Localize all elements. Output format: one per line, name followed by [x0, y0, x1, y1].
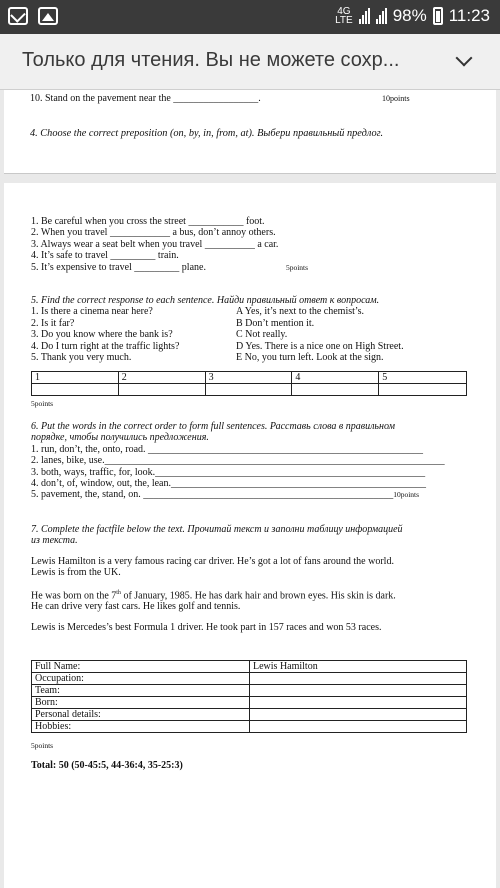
q6-title-cont: порядке, чтобы получились предложения.	[31, 432, 209, 444]
battery-percent: 98%	[392, 6, 427, 25]
q6-item: 3. both, ways, traffic, for, look.______________________________________________________	[31, 466, 426, 478]
q5-answer: B Don’t mention it.	[236, 317, 315, 329]
q6-item: 1. run, don’t, the, onto, road. _______________________________________________________	[31, 443, 424, 455]
network-type: 4G LTE	[335, 6, 353, 26]
q4-points: 5points	[285, 262, 309, 272]
q5-answer-cell[interactable]	[205, 384, 292, 396]
factfile-value[interactable]	[250, 673, 467, 685]
image-notification-icon	[38, 7, 58, 25]
q5-answer-cell[interactable]	[292, 384, 379, 396]
q5-table-header: 3	[205, 372, 292, 384]
factfile-value[interactable]	[250, 709, 467, 721]
q6-item: 5. pavement, the, stand, on. __________________________________________________	[31, 489, 394, 501]
signal-icon	[359, 8, 370, 24]
q7-paragraph: Lewis is Mercedes’s best Formula 1 driver. He took part in 157 races and won 53 races.	[31, 621, 382, 633]
q7-paragraph: He was born on the 7th of January, 1985. He has dark hair and brown eyes. His skin is dark.	[31, 589, 396, 601]
q7-points: 5points	[31, 741, 54, 750]
battery-icon	[433, 7, 443, 25]
factfile-label: Full Name:	[32, 661, 250, 673]
total-score: Total: 50 (50-45:5, 44-36:4, 35-25:3)	[31, 760, 183, 771]
q5-question: 2. Is it far?	[31, 317, 75, 329]
factfile-label: Occupation:	[32, 673, 250, 685]
q5-answer-table	[31, 371, 467, 396]
q5-answer: A Yes, it’s next to the chemist’s.	[236, 306, 365, 318]
q7-block	[31, 524, 403, 633]
q4-item: 1. Be careful when you cross the street ___________ foot.	[31, 216, 265, 227]
q4-item: 2. When you travel ____________ a bus, don’t annoy others.	[31, 227, 276, 239]
q5-answer: D Yes. There is a nice one on High Street.	[236, 340, 404, 352]
q7-title-cont: из текста.	[31, 535, 78, 547]
q4-title: 4. Choose the correct preposition (on, by, in, from, at). Выбери правильный предлог.	[30, 128, 384, 139]
q7-title: 7. Complete the factfile below the text. Прочитай текст и заполни таблицу информацией	[31, 524, 403, 535]
q3-item-10: 10. Stand on the pavement near the _________________.	[30, 93, 261, 104]
q7-paragraph: He can drive very fast cars. He likes golf and tennis.	[31, 601, 241, 613]
q4-items	[31, 216, 308, 273]
q6-item: 2. lanes, bike, use.____________________________________________________________________	[31, 455, 445, 467]
factfile-label: Team:	[32, 685, 250, 697]
chevron-down-icon[interactable]	[456, 50, 473, 67]
document-page-2	[4, 183, 496, 888]
q5-table-header: 5	[379, 372, 467, 384]
factfile-value[interactable]: Lewis Hamilton	[250, 661, 467, 673]
q5-points: 5points	[31, 399, 54, 408]
q3-points: 10points	[382, 94, 410, 103]
q5-answer-cell[interactable]	[32, 384, 119, 396]
clock: 11:23	[448, 6, 490, 25]
q5-table-header: 2	[118, 372, 205, 384]
q6-points: 10points	[393, 490, 420, 500]
q5-table-header: 4	[292, 372, 379, 384]
q5-answer: C Not really.	[236, 329, 288, 341]
q6-title: 6. Put the words in the correct order to form full sentences. Расставь слова в правильном	[31, 421, 395, 432]
download-notification-icon	[8, 7, 28, 25]
status-bar	[0, 0, 500, 34]
factfile-label: Born:	[32, 697, 250, 709]
factfile-value[interactable]	[250, 685, 467, 697]
app-bar	[0, 34, 500, 90]
q5-answer-cell[interactable]	[379, 384, 467, 396]
factfile-value[interactable]	[250, 697, 467, 709]
q5-question: 3. Do you know where the bank is?	[31, 329, 173, 341]
document-page-1	[4, 90, 496, 174]
q4-item: 3. Always wear a seat belt when you travel __________ a car.	[31, 238, 279, 250]
q4-item: 5. It’s expensive to travel _________ plane.	[31, 261, 206, 273]
factfile-label: Personal details:	[32, 709, 250, 721]
q5-table-header: 1	[32, 372, 119, 384]
factfile-table	[31, 660, 467, 733]
q5-question: 4. Do I turn right at the traffic lights?	[31, 340, 180, 352]
factfile-value[interactable]	[250, 721, 467, 733]
q6-block	[31, 421, 445, 501]
factfile-label: Hobbies:	[32, 721, 250, 733]
q5-block	[31, 295, 404, 363]
q5-question: 1. Is there a cinema near here?	[31, 306, 153, 318]
signal-2-icon	[376, 8, 387, 24]
q7-paragraph: Lewis Hamilton is a very famous racing car driver. He’s got a lot of fans around the world.	[31, 555, 394, 567]
q6-item: 4. don’t, of, window, out, the, lean.___________________________________________________	[31, 478, 426, 490]
q5-title: 5. Find the correct response to each sentence. Найди правильный ответ к вопросам.	[31, 295, 380, 306]
read-only-banner: Только для чтения. Вы не можете сохр...	[22, 49, 400, 71]
q7-paragraph: Lewis is from the UK.	[31, 567, 121, 579]
q5-answer: E No, you turn left. Look at the sign.	[236, 352, 384, 364]
q5-question: 5. Thank you very much.	[31, 352, 132, 364]
q4-item: 4. It’s safe to travel _________ train.	[31, 250, 179, 262]
q5-answer-cell[interactable]	[118, 384, 205, 396]
